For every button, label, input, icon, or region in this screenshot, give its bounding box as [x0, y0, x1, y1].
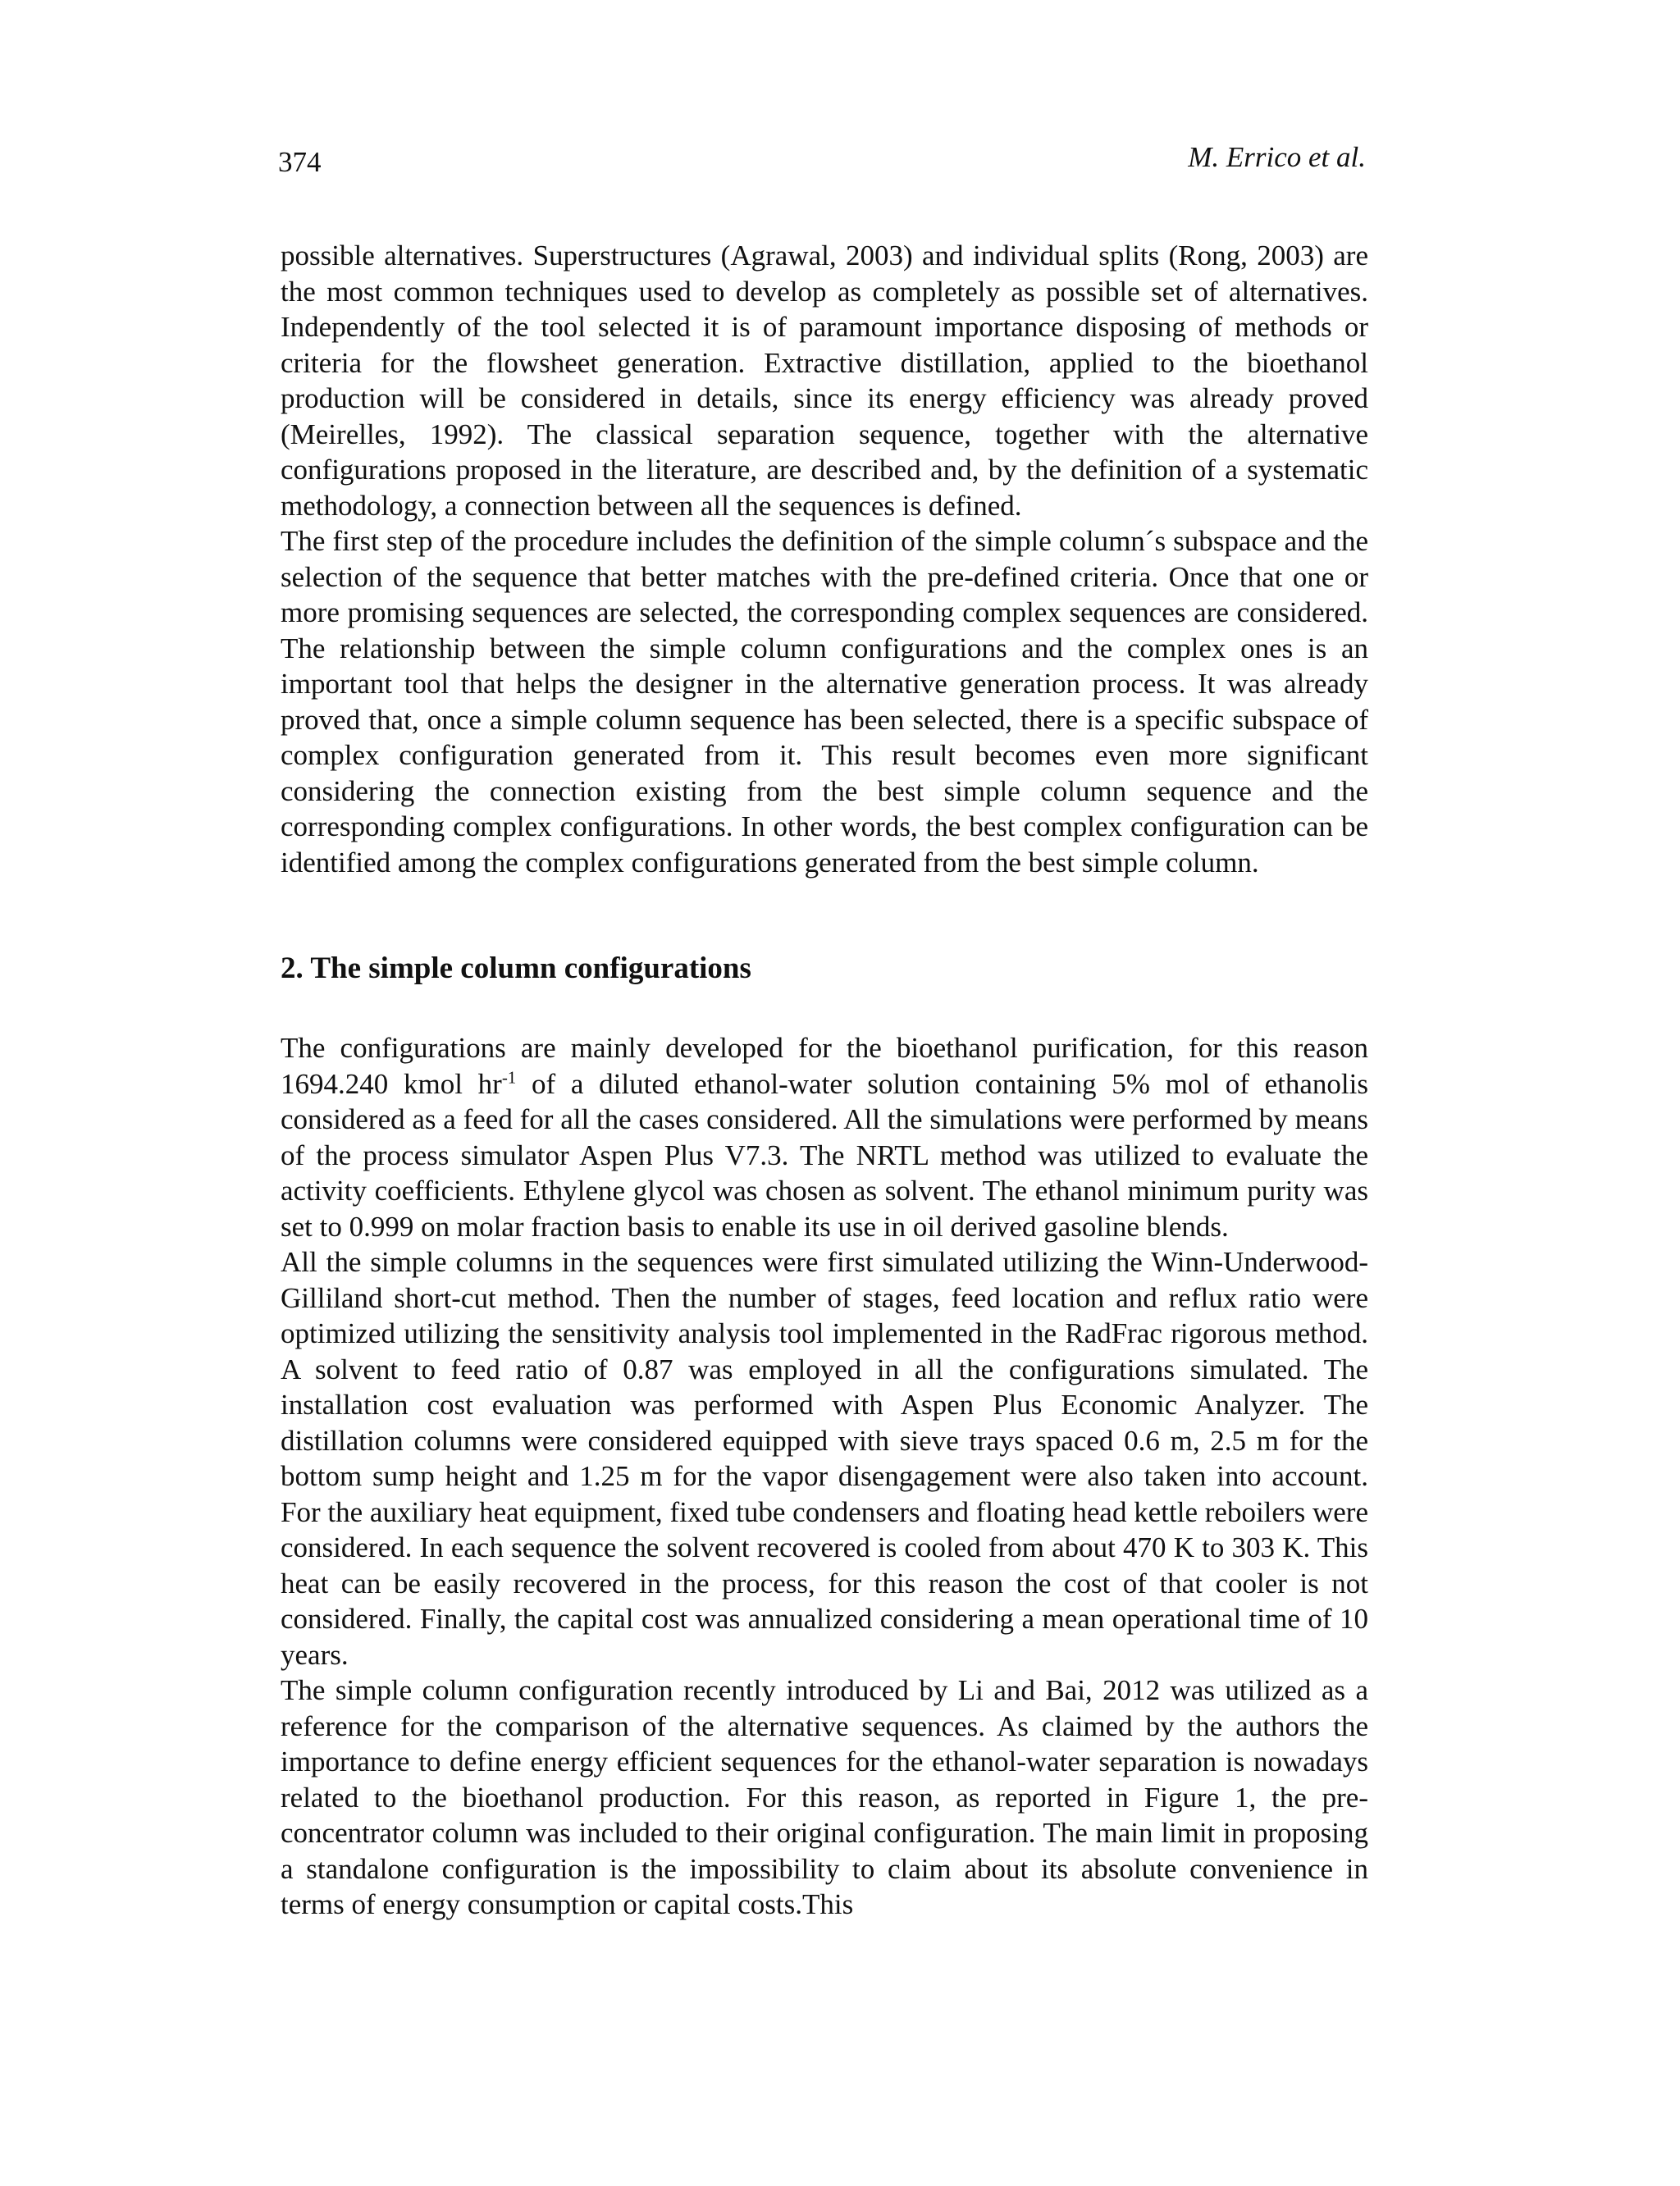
section-paragraph-1 — [281, 1030, 1368, 1244]
feed-text: The configurations are mainly developed for the bioethanol purification, for this reason 1694.240 kmol hr — [281, 1032, 1368, 1100]
intro-paragraph-2: The first step of the procedure includes the definition of the simple column´s subspace and the selection of the sequence that better matches with the pre-defined criteria. Once that one or more promising sequences are selected, the corresponding complex sequences are considered. The relationship between the simple column configurations and the complex ones is an important tool that helps the designer in the alternative generation process. It was already proved that, once a simple column sequence has been selected, there is a specific subspace of complex configuration generated from it. This result becomes even more significant considering the connection existing from the best simple column sequence and the corresponding complex configurations. In other words, the best complex configuration can be identified among the complex configurations generated from the best simple column. — [281, 525, 1368, 879]
section-text — [281, 1030, 1368, 1923]
section-heading: 2. The simple column configurations — [281, 952, 751, 985]
section-paragraph-3: The simple column configuration recently introduced by Li and Bai, 2012 was utilized as a reference for the comparison of the alternative sequences. As claimed by the authors the importance to define energy efficient sequences for the ethanol-water separation is nowadays related to the bioethanol production. For this reason, as reported in Figure 1, the pre-concentrator column was included to their original configuration. The main limit in proposing a standalone configuration is the impossibility to claim about its absolute convenience in terms of energy consumption or capital costs.This — [281, 1674, 1368, 1920]
unit-exponent: -1 — [501, 1066, 517, 1087]
section-paragraph-2: All the simple columns in the sequences were first simulated utilizing the Winn-Underwood-Gilliland short-cut method. Then the number of stages, feed location and reflux ratio were optimized utilizing the sensitivity analysis tool implemented in the RadFrac rigorous method. A solvent to feed ratio of 0.87 was employed in all the configurations simulated. The installation cost evaluation was performed with Aspen Plus Economic Analyzer. The distillation columns were considered equipped with sieve trays spaced 0.6 m, 2.5 m for the bottom sump height and 1.25 m for the vapor disengagement were also taken into account. For the auxiliary heat equipment, fixed tube condensers and floating head kettle reboilers were considered. In each sequence the solvent recovered is cooled from about 470 K to 303 K. This heat can be easily recovered in the process, for this reason the cost of that cooler is not considered. Finally, the capital cost was annualized considering a mean operational time of 10 years. — [281, 1246, 1368, 1671]
intro-text — [281, 238, 1368, 880]
feed-text-continued: of a diluted ethanol-water solution containing 5% mol of ethanolis considered as a feed for all the cases considered. All the simulations were performed by means of the process simulator Aspen Plus V7.3. The NRTL method was utilized to evaluate the activity coefficients. Ethylene glycol was chosen as solvent. The ethanol minimum purity was set to 0.999 on molar fraction basis to enable its use in oil derived gasoline blends. — [281, 1067, 1369, 1243]
page-number: 374 — [278, 146, 322, 178]
running-head: M. Errico et al. — [1188, 141, 1366, 173]
intro-paragraph-1: possible alternatives. Superstructures (Agrawal, 2003) and individual splits (Rong, 2003) are the most common techniques used to develop as completely as possible set of alternatives. Independently of the tool selected it is of paramount importance disposing of methods or criteria for the flowsheet generation. Extractive distillation, applied to the bioethanol production will be considered in details, since its energy efficiency was already proved (Meirelles, 1992). The classical separation sequence, together with the alternative configurations proposed in the literature, are described and, by the definition of a systematic methodology, a connection between all the sequences is defined. — [281, 240, 1368, 522]
